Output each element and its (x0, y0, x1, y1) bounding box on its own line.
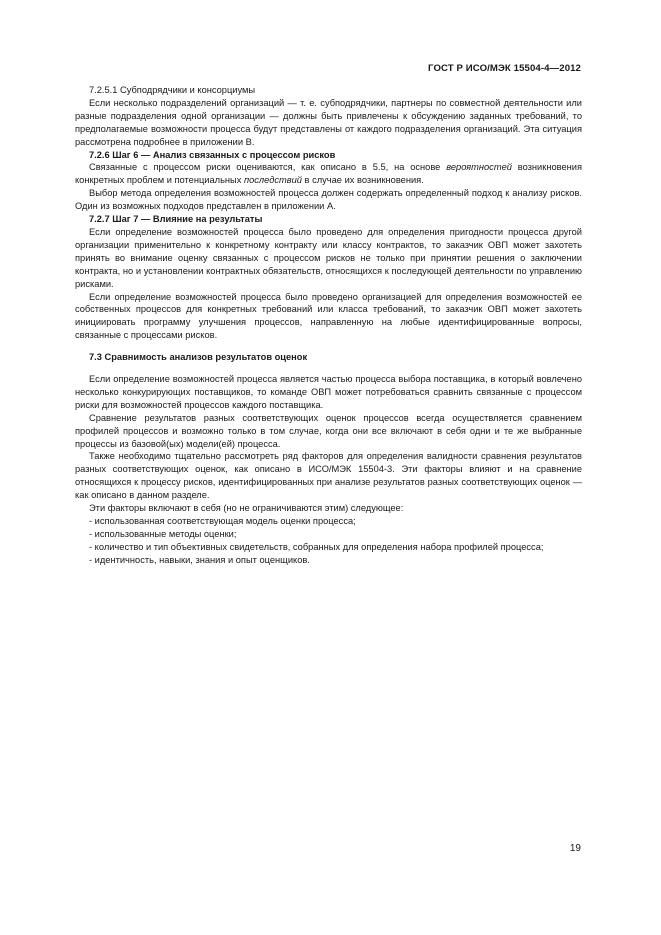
subsection-title-7-2-7: 7.2.7 Шаг 7 — Влияние на результаты (89, 214, 263, 225)
paragraph: Если определение возможностей процесса является частью процесса выбора поставщика, в который вовлечено несколько конкурирующих поставщиков, то команде ОВП может потребоваться сравнить связанные с процессом риски для возможностей процессов каждого поставщика. (75, 374, 582, 410)
paragraph: Эти факторы включают в себя (но не ограничиваются этим) следующее: (89, 503, 404, 514)
paragraph (75, 161, 582, 187)
list-item: - идентичность, навыки, знания и опыт оценщиков. (89, 554, 310, 565)
section-title-7-3: 7.3 Сравнимость анализов результатов оценок (89, 352, 308, 363)
subsection-title-7-2-5-1: 7.2.5.1 Субподрядчики и консорциумы (89, 85, 256, 95)
emphasis-text: последствий (243, 175, 302, 186)
list-item: - использованные методы оценки; (89, 528, 237, 539)
subsection-title-7-2-6: 7.2.6 Шаг 6 — Анализ связанных с процессом рисков (89, 149, 336, 160)
paragraph: Выбор метода определения возможностей процесса должен содержать определенный подход к анализу рисков. Один из возможных подходов представлен в приложении А. (75, 188, 582, 212)
paragraph: Также необходимо тщательно рассмотреть ряд факторов для определения валидности сравнения результатов разных соответствующих оценок, как описано в ИСО/МЭК 15504-3. Эти факторы влияют и на сравнение относящихся к процессу рисков, идентифицированных при анализе результатов разных соответствующих оценок — как описано в данном разделе. (75, 451, 582, 501)
page-number: 19 (569, 843, 581, 854)
list-item: - использованная соответствующая модель оценки процесса; (89, 516, 356, 526)
paragraph: Если определение возможностей процесса было проведено для определения пригодности процесса другой организации применительно к конкретному контракту или классу контрактов, то заказчик ОВП может захотеть принять во внимание оценку связанных с процессом рисков не только при принятии решения о заключении контракта, но и установлении контрактных обязательств, относящихся к последующей деятельности по управлению рисками. (75, 226, 582, 289)
document-header: ГОСТ Р ИСО/МЭК 15504-4—2012 (428, 63, 581, 74)
document-body (75, 84, 582, 567)
text-run: возникновения конкретных проблем и потенциальных (75, 162, 582, 186)
text-run: Связанные с процессом риски оцениваются, как описано в 5.5, на основе (89, 162, 447, 173)
emphasis-text: вероятностей (446, 162, 512, 173)
list-item: - количество и тип объективных свидетельств, собранных для определения набора профилей процесса; (89, 541, 544, 552)
paragraph: Сравнение результатов разных соответствующих оценок процессов всегда осуществляется сравнением профилей процессов и возможно только в том случае, когда они все включают в себя одни и те же выбранные процессы из базовой(ых) модели(ей) процесса. (75, 412, 582, 449)
text-run: в случае их возникновения. (301, 175, 424, 186)
paragraph: Если определение возможностей процесса было проведено организацией для определения возможностей ее собственных процессов для конкретных требований или класса требований, то заказчик ОВП может захотеть инициировать программу улучшения процессов, направленную на любые идентифицированные вопросы, связанные с процессами рисков. (75, 291, 582, 341)
paragraph: Если несколько подразделений организаций — т. е. субподрядчики, партнеры по совместной деятельности или разные подразделения одной организации — должны быть привлечены к обсуждению заданных требований, то предполагаемые возможности процесса будут представлены от каждого подразделения организаций. Эта ситуация рассмотрена подробнее в приложении В. (75, 97, 582, 147)
